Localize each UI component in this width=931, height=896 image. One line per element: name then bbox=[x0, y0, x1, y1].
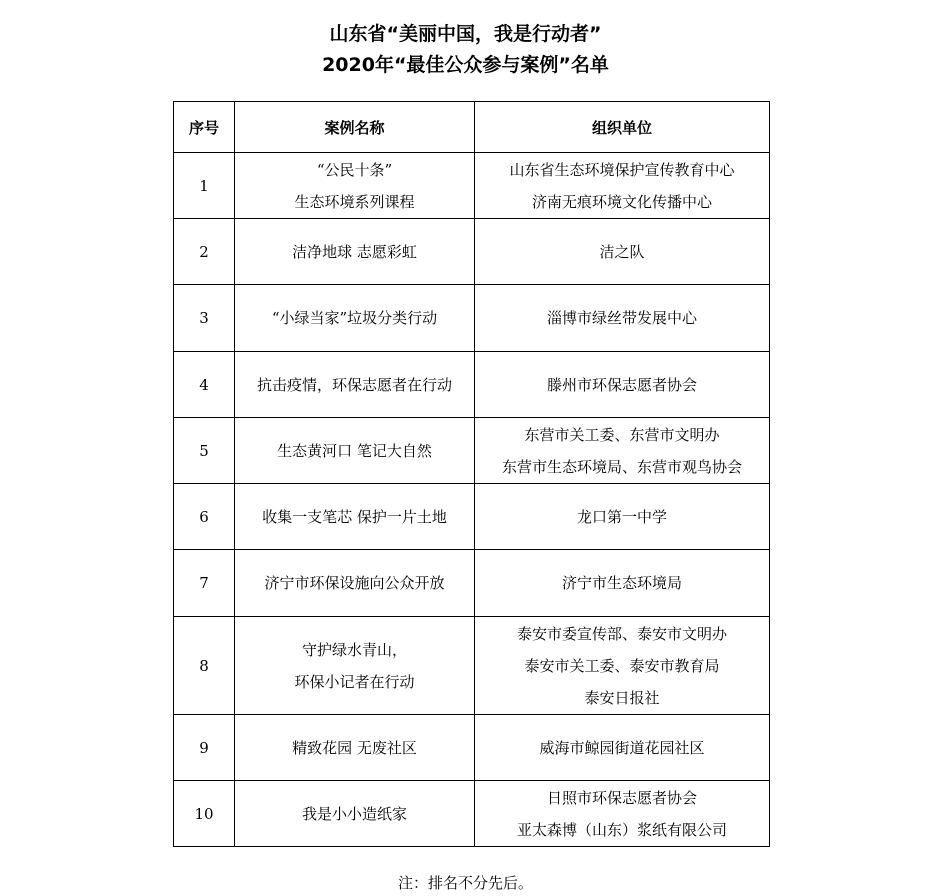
table-row bbox=[174, 352, 770, 418]
cell-case-name bbox=[235, 550, 475, 617]
organization-line: 亚太森博（山东）浆纸有限公司 bbox=[516, 820, 727, 839]
cell-organization bbox=[475, 352, 770, 418]
cell-case-name bbox=[235, 617, 475, 715]
cell-seq: 3 bbox=[174, 285, 235, 352]
table-row bbox=[174, 550, 770, 617]
organization-line: 济南无痕环境文化传播中心 bbox=[531, 192, 712, 211]
case-name-line: “小绿当家”垃圾分类行动 bbox=[271, 309, 438, 327]
cell-organization bbox=[475, 617, 770, 715]
cell-seq: 10 bbox=[174, 781, 235, 847]
organization-line: 洁之队 bbox=[599, 242, 645, 261]
cell-seq: 5 bbox=[174, 418, 235, 484]
case-name-line: 生态黄河口 笔记大自然 bbox=[277, 441, 432, 460]
cell-organization bbox=[475, 781, 770, 847]
table-row bbox=[174, 219, 770, 285]
case-name-line: 抗击疫情，环保志愿者在行动 bbox=[256, 375, 452, 394]
cell-case-name bbox=[235, 484, 475, 550]
case-name-line: 我是小小造纸家 bbox=[301, 804, 407, 823]
cell-organization bbox=[475, 418, 770, 484]
organization-line: 济宁市生态环境局 bbox=[561, 574, 682, 592]
cell-organization bbox=[475, 484, 770, 550]
page-title-line-2: 2020年“最佳公众参与案例”名单 bbox=[322, 54, 609, 76]
organization-line: 龙口第一中学 bbox=[576, 507, 667, 526]
cell-case-name bbox=[235, 418, 475, 484]
table-row bbox=[174, 617, 770, 715]
cell-organization bbox=[475, 219, 770, 285]
organization-line: 滕州市环保志愿者协会 bbox=[546, 375, 697, 394]
header-case-name: 案例名称 bbox=[235, 102, 475, 153]
case-list-table bbox=[173, 101, 770, 847]
cell-seq: 7 bbox=[174, 550, 235, 617]
cell-case-name bbox=[235, 219, 475, 285]
cell-organization bbox=[475, 153, 770, 219]
case-name-line: “公民十条” bbox=[316, 160, 393, 179]
cell-case-name bbox=[235, 715, 475, 781]
cell-organization bbox=[475, 550, 770, 617]
cell-case-name bbox=[235, 352, 475, 418]
organization-line: 淄博市绿丝带发展中心 bbox=[546, 309, 697, 327]
organization-line: 山东省生态环境保护宣传教育中心 bbox=[509, 160, 735, 179]
cell-case-name bbox=[235, 285, 475, 352]
organization-line: 泰安市委宣传部、泰安市文明办 bbox=[516, 624, 727, 643]
table-row bbox=[174, 285, 770, 352]
organization-line: 东营市生态环境局、东营市观鸟协会 bbox=[501, 457, 742, 476]
table-row bbox=[174, 484, 770, 550]
cell-case-name bbox=[235, 781, 475, 847]
case-name-line: 收集一支笔芯 保护一片土地 bbox=[262, 507, 447, 526]
footnote: 注：排名不分先后。 bbox=[397, 874, 533, 892]
table-row bbox=[174, 715, 770, 781]
cell-seq: 1 bbox=[174, 153, 235, 219]
cell-case-name bbox=[235, 153, 475, 219]
case-name-line: 守护绿水青山， bbox=[301, 640, 407, 659]
table-header-row bbox=[174, 102, 770, 153]
page-title-line-1: 山东省“美丽中国，我是行动者” bbox=[329, 23, 602, 45]
cell-seq: 8 bbox=[174, 617, 235, 715]
cell-organization bbox=[475, 715, 770, 781]
case-name-line: 环保小记者在行动 bbox=[294, 672, 415, 691]
organization-line: 日照市环保志愿者协会 bbox=[546, 788, 697, 807]
header-seq: 序号 bbox=[174, 102, 235, 153]
case-name-line: 生态环境系列课程 bbox=[294, 192, 415, 211]
organization-line: 泰安市关工委、泰安市教育局 bbox=[524, 656, 720, 675]
header-organization: 组织单位 bbox=[475, 102, 770, 153]
cell-organization bbox=[475, 285, 770, 352]
case-name-line: 洁净地球 志愿彩虹 bbox=[292, 242, 417, 261]
cell-seq: 2 bbox=[174, 219, 235, 285]
table-row bbox=[174, 153, 770, 219]
cell-seq: 9 bbox=[174, 715, 235, 781]
organization-line: 东营市关工委、东营市文明办 bbox=[524, 425, 720, 444]
case-name-line: 济宁市环保设施向公众开放 bbox=[264, 574, 445, 592]
table-row bbox=[174, 418, 770, 484]
table-row bbox=[174, 781, 770, 847]
cell-seq: 4 bbox=[174, 352, 235, 418]
organization-line: 泰安日报社 bbox=[584, 688, 660, 707]
cell-seq: 6 bbox=[174, 484, 235, 550]
case-name-line: 精致花园 无废社区 bbox=[292, 738, 417, 757]
organization-line: 威海市鲸园街道花园社区 bbox=[539, 738, 705, 757]
